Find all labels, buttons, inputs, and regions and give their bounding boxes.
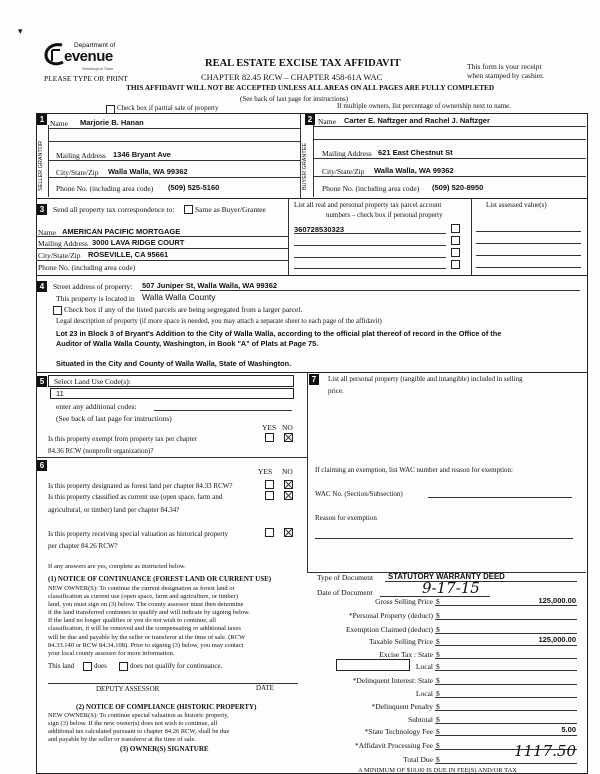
tax-row-dollar: $	[436, 689, 440, 698]
street-label: Street address of property:	[53, 282, 133, 291]
tax-row-label-taxable: Taxable Selling Price	[368, 637, 433, 646]
section-4-number: 4	[37, 281, 47, 292]
historic-question-1: Is this property receiving special valuation as historical property	[48, 530, 229, 538]
logo-department: Department of	[74, 42, 116, 49]
tax-row-label-local: Local	[415, 662, 433, 671]
land-does-not-checkbox[interactable]	[119, 662, 128, 671]
parcel-number[interactable]: 360728530323	[294, 225, 345, 234]
section-2-number: 2	[305, 114, 315, 125]
notice-continuance-text: NEW OWNER(S): To continue the current designation as forest land or classification as current use (open space, farm and agriculture, or timber) land, you must sign on (3) below. The county assessor must then determine if the land transferred continues to qualify and will indicate by signing below. If the land no longer qualifies or you do not wish to continue, all classification, it will be removed and the compensating or additional taxes will be due and payable by the seller or transferor at the time of sale. (RCW 84.33.140 or RCW 84.34.108). Prior to signing (3) below, you may contact your local county assessor for more information.	[48, 585, 250, 657]
section-6-number: 6	[37, 460, 47, 471]
assessed-header: List assessed value(s)	[486, 201, 547, 209]
total-due[interactable]: 1117.50	[513, 742, 576, 760]
tax-row-label-exemption: Exemption Claimed (deduct)	[345, 625, 433, 634]
tax-row-label-gross: Gross Selling Price	[375, 597, 433, 606]
current-use-no-checkbox[interactable]	[284, 491, 293, 500]
tax-row-dollar: $	[436, 611, 440, 620]
corr-mailing-label: Mailing Address	[38, 239, 88, 248]
tax-row-dollar: $	[436, 702, 440, 711]
segregated-label: Check box if any of the listed parcels are being segregated from a larger parcel.	[64, 305, 303, 314]
buyer-city[interactable]: Walla Walla, WA 99362	[374, 166, 454, 175]
forest-yes-checkbox[interactable]	[265, 480, 274, 489]
historic-yes-checkbox[interactable]	[265, 528, 274, 537]
partial-sale-label: Check box if partial sale of property	[117, 104, 219, 112]
minimum-due-note: A MINIMUM OF $10.00 IS DUE IN FEE(S) AND/OR TAX	[358, 767, 517, 774]
tax-row-dollar: $	[436, 715, 440, 724]
seller-mailing-label: Mailing Address	[56, 151, 106, 160]
buyer-side-label: BUYER GRANTEE	[302, 142, 308, 190]
land-use-label: Select Land Use Code(s):	[54, 377, 131, 386]
land-use-code: 11	[56, 389, 64, 398]
county[interactable]: Walla Walla County	[142, 292, 216, 302]
seller-city[interactable]: Walla Walla, WA 99362	[108, 167, 188, 176]
legal-label: Legal description of property (if more space is needed, you may attach a separate sheet to each page of the affidavit)	[56, 317, 382, 325]
buyer-mailing[interactable]: 621 East Chestnut St	[378, 148, 453, 157]
section-3-number: 3	[37, 204, 47, 215]
seller-mailing[interactable]: 1346 Bryant Ave	[113, 150, 171, 159]
section-1-number: 1	[37, 114, 47, 125]
buyer-city-label: City/State/Zip	[322, 167, 365, 176]
tax-row-label-interest-state: *Delinquent Interest: State	[352, 676, 433, 685]
warning: THIS AFFIDAVIT WILL NOT BE ACCEPTED UNLESS ALL AREAS ON ALL PAGES ARE FULLY COMPLETED	[126, 83, 495, 92]
current-use-yes-checkbox[interactable]	[265, 491, 274, 500]
chapter-ref: CHAPTER 82.45 RCW – CHAPTER 458-61A WAC	[201, 72, 383, 82]
corr-mailing[interactable]: 3000 LAVA RIDGE COURT	[92, 238, 185, 247]
tax-row-label-subtotal: Subtotal	[407, 715, 433, 724]
reason-label: Reason for exemption	[315, 514, 377, 522]
tax-row-label-excise-state: Excise Tax : State	[379, 650, 433, 659]
tax-row-label-penalty: *Delinquent Penalty	[371, 702, 433, 711]
corr-city[interactable]: ROSEVILLE, CA 95661	[88, 250, 169, 259]
taxable-selling-price[interactable]: 125,000.00	[538, 635, 576, 644]
corr-name-label: Name	[38, 228, 56, 237]
land-use-see-back: (See back of last page for instructions)	[56, 414, 172, 423]
legal-line-3[interactable]: Situated in the City and County of Walla Walla, State of Washington.	[56, 359, 292, 368]
s6-yes: YES	[258, 467, 273, 476]
tax-row-dollar: $	[436, 727, 440, 736]
seller-phone[interactable]: (509) 525-5160	[168, 183, 220, 192]
tax-row-dollar: $	[436, 676, 440, 685]
deputy-assessor-label: DEPUTY ASSESSOR	[96, 685, 160, 693]
receipt-note-1: This form is your receipt	[467, 62, 542, 71]
current-use-question-2: agricultural, or timber) land per chapter 84.34?	[48, 506, 180, 514]
parcel-header-1: List all real and personal property tax parcel account	[294, 201, 442, 209]
tax-row-dollar: $	[436, 662, 440, 671]
does-label: does	[94, 662, 107, 670]
legal-line-2[interactable]: Auditor of Walla Walla County, Washington, in Book "A" of Plats at Page 75.	[56, 339, 319, 348]
historic-no-checkbox[interactable]	[284, 528, 293, 537]
revenue-logo-icon	[44, 41, 66, 67]
historic-question-2: per chapter 84.26 RCW?	[48, 542, 118, 550]
notice-compliance-title: (2) NOTICE OF COMPLIANCE (HISTORIC PROPERTY)	[76, 703, 257, 711]
multiple-owners: If multiple owners, list percentage of ownership next to name.	[337, 102, 511, 110]
doc-date[interactable]: 9-17-15	[422, 579, 480, 597]
seller-name[interactable]: Marjorie B. Hanan	[80, 118, 144, 127]
parcel-header-2: numbers – check box if personal property	[326, 211, 443, 219]
s5-yes: YES	[262, 423, 277, 432]
owner-signature-label: (3) OWNER(S) SIGNATURE	[120, 745, 209, 753]
tax-row-dollar: $	[436, 625, 440, 634]
tax-row-label-personal: *Personal Property (deduct)	[348, 611, 433, 620]
seller-side-label: SELLER GRANTOR	[38, 140, 44, 192]
corr-phone-label: Phone No. (including area code)	[38, 263, 136, 272]
does-not-label: does not qualify for continuance.	[130, 662, 223, 670]
receipt-note-2: when stamped by cashier.	[467, 71, 545, 80]
same-as-buyer-checkbox[interactable]	[184, 205, 193, 214]
current-use-question-1: Is this property classified as current use (open space, farm and	[48, 493, 223, 501]
forest-no-checkbox[interactable]	[284, 480, 293, 489]
personal-property-line-1: List all personal property (tangible and intangible) included in selling	[328, 375, 523, 383]
tax-row-dollar: $	[436, 650, 440, 659]
page-corner-mark: ▾	[18, 26, 23, 36]
doc-date-label: Date of Document	[317, 588, 373, 597]
parcel-4-personal-checkbox[interactable]	[451, 260, 460, 269]
located-label: This property is located in	[56, 294, 135, 303]
wac-label: WAC No. (Section/Subsection)	[315, 490, 403, 498]
section-5-number: 5	[37, 376, 47, 387]
buyer-mailing-label: Mailing Address	[322, 149, 372, 158]
corr-city-label: City/State/Zip	[38, 251, 81, 260]
exempt-no-checkbox[interactable]	[284, 433, 293, 442]
this-land-label: This land	[48, 662, 75, 670]
tax-row-label-total: Total Due	[403, 755, 433, 764]
parcel-2-personal-checkbox[interactable]	[451, 236, 460, 245]
notice-continuance-title: (1) NOTICE OF CONTINUANCE (FOREST LAND OR CURRENT USE)	[48, 575, 272, 583]
exempt-yes-checkbox[interactable]	[265, 433, 274, 442]
seller-phone-label: Phone No. (including area code)	[56, 184, 154, 193]
seller-city-label: City/State/Zip	[56, 168, 99, 177]
street-address[interactable]: 507 Juniper St, Walla Walla, WA 99362	[142, 281, 278, 290]
logo-revenue: evenue	[64, 48, 113, 65]
tax-row-dollar: $	[436, 741, 440, 750]
see-back: (See back of last page for instructions)	[240, 95, 349, 103]
additional-codes-label: enter any additional codes:	[56, 402, 137, 411]
tax-row-label-processing-fee: *Affidavit Processing Fee	[354, 741, 433, 750]
state-technology-fee[interactable]: 5.00	[561, 725, 576, 734]
section-7-number: 7	[309, 374, 319, 385]
tax-row-label-interest-local: Local	[415, 689, 433, 698]
tax-row-label-tech-fee: *State Technology Fee	[364, 727, 433, 736]
segregated-checkbox[interactable]	[53, 306, 62, 315]
exempt-question-2: 84.36 RCW (nonprofit organization)?	[48, 447, 154, 455]
logo-state: Washington State	[82, 66, 114, 71]
buyer-name-label: Name	[318, 117, 336, 126]
exempt-question-1: Is this property exempt from property tax per chapter	[48, 435, 197, 443]
exemption-question: If claiming an exemption, list WAC number and reason for exemption:	[315, 466, 513, 474]
buyer-phone-label: Phone No. (including area code)	[322, 184, 420, 193]
gross-selling-price[interactable]: 125,000.00	[538, 596, 576, 605]
date-label: DATE	[256, 684, 274, 692]
s5-no: NO	[282, 423, 293, 432]
legal-line-1[interactable]: Lot 23 in Block 3 of Bryant's Addition to the City of Walla Walla, according to the official plat thereof of record in the Office of the	[56, 329, 502, 338]
personal-property-line-2: price.	[328, 387, 344, 395]
parcel-1-personal-checkbox[interactable]	[451, 224, 460, 233]
corr-name[interactable]: AMERICAN PACIFIC MORTGAGE	[62, 227, 181, 236]
send-label: Send all property tax correspondence to:	[53, 205, 175, 214]
land-use-code-field[interactable]	[50, 388, 294, 399]
tax-row-dollar: $	[436, 755, 440, 764]
form-title: REAL ESTATE EXCISE TAX AFFIDAVIT	[205, 58, 401, 69]
s6-no: NO	[282, 467, 293, 476]
please-type: PLEASE TYPE OR PRINT	[44, 74, 128, 83]
seller-name-label: Name	[50, 119, 68, 128]
tax-row-dollar: $	[436, 637, 440, 646]
notice-compliance-text: NEW OWNER(S): To continue special valuation as historic property, sign (3) below. If the new owner(s) does not wish to continue, all additional tax calculated pursuant to chapter 84.26 RCW, shall be due and payable by the seller or transferor at the time of sale.	[48, 712, 230, 744]
doc-type-label: Type of Document	[317, 573, 374, 582]
buyer-phone[interactable]: (509) 520-8950	[432, 183, 484, 192]
tax-row-dollar: $	[436, 597, 440, 606]
same-as-label: Same as Buyer/Grantee	[195, 205, 266, 214]
any-yes-note: If any answers are yes, complete as instructed below.	[48, 563, 186, 570]
land-does-checkbox[interactable]	[83, 662, 92, 671]
forest-question: Is this property designated as forest land per chapter 84.33 RCW?	[48, 482, 233, 490]
parcel-3-personal-checkbox[interactable]	[451, 248, 460, 257]
doc-type[interactable]: STATUTORY WARRANTY DEED	[388, 572, 505, 581]
buyer-name[interactable]: Carter E. Naftzger and Rachel J. Naftzger	[344, 116, 490, 125]
